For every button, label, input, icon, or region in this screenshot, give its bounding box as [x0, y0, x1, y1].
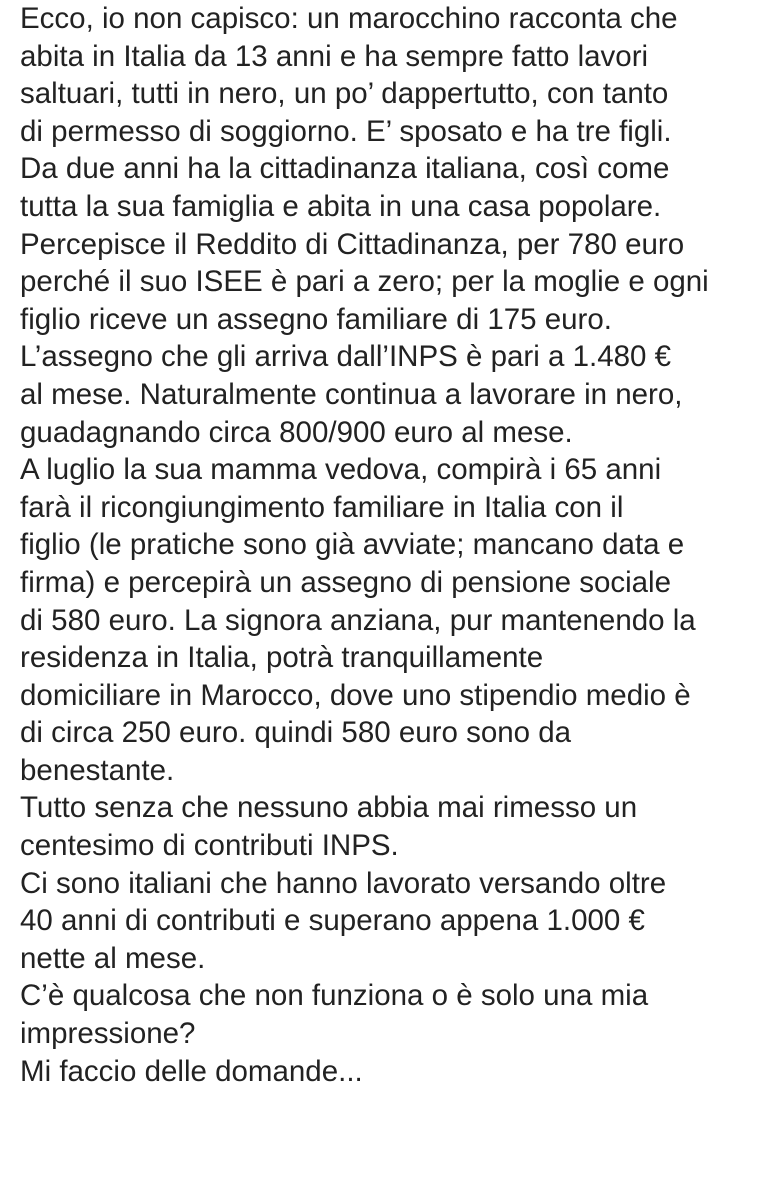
text-line: di permesso di soggiorno. E’ sposato e ha tre figli.	[20, 114, 672, 148]
text-line: residenza in Italia, potrà tranquillamente	[20, 641, 544, 675]
text-line: A luglio la sua mamma vedova, compirà i 65 anni	[20, 453, 662, 487]
text-line: nette al mese.	[20, 941, 206, 975]
text-line: domiciliare in Marocco, dove uno stipendio medio è	[20, 678, 691, 712]
text-line: al mese. Naturalmente continua a lavorare in nero,	[20, 377, 683, 411]
text-line: Mi faccio delle domande...	[20, 1054, 363, 1088]
text-line: Ci sono italiani che hanno lavorato versando oltre	[20, 866, 667, 900]
text-line: abita in Italia da 13 anni e ha sempre fatto lavori	[20, 39, 649, 73]
text-line: di 580 euro. La signora anziana, pur mantenendo la	[20, 603, 696, 637]
text-line: guadagnando circa 800/900 euro al mese.	[20, 415, 573, 449]
text-line: firma) e percepirà un assegno di pensione sociale	[20, 565, 672, 599]
text-line: figlio riceve un assegno familiare di 175 euro.	[20, 302, 612, 336]
text-line: Tutto senza che nessuno abbia mai rimesso un	[20, 791, 638, 825]
text-line: C’è qualcosa che non funziona o è solo una mia	[20, 979, 649, 1013]
text-line: centesimo di contributi INPS.	[20, 829, 399, 863]
text-line: Percepisce il Reddito di Cittadinanza, per 780 euro	[20, 227, 685, 261]
text-line: di circa 250 euro. quindi 580 euro sono da	[20, 716, 572, 750]
text-line: benestante.	[20, 753, 175, 787]
text-line: Da due anni ha la cittadinanza italiana, così come	[20, 152, 670, 186]
text-line: 40 anni di contributi e superano appena 1.000 €	[20, 904, 645, 938]
text-line: Ecco, io non capisco: un marocchino racconta che	[20, 2, 678, 35]
post-text	[20, 0, 745, 1090]
text-line: farà il ricongiungimento familiare in Italia con il	[20, 490, 624, 524]
text-line: saltuari, tutti in nero, un po’ dappertutto, con tanto	[20, 77, 669, 111]
text-line: L’assegno che gli arriva dall’INPS è pari a 1.480 €	[20, 340, 672, 374]
text-line: figlio (le pratiche sono già avviate; mancano data e	[20, 528, 685, 562]
text-line: impressione?	[20, 1017, 196, 1051]
text-line: perché il suo ISEE è pari a zero; per la moglie e ogni	[20, 265, 709, 299]
text-line: tutta la sua famiglia e abita in una casa popolare.	[20, 189, 662, 223]
